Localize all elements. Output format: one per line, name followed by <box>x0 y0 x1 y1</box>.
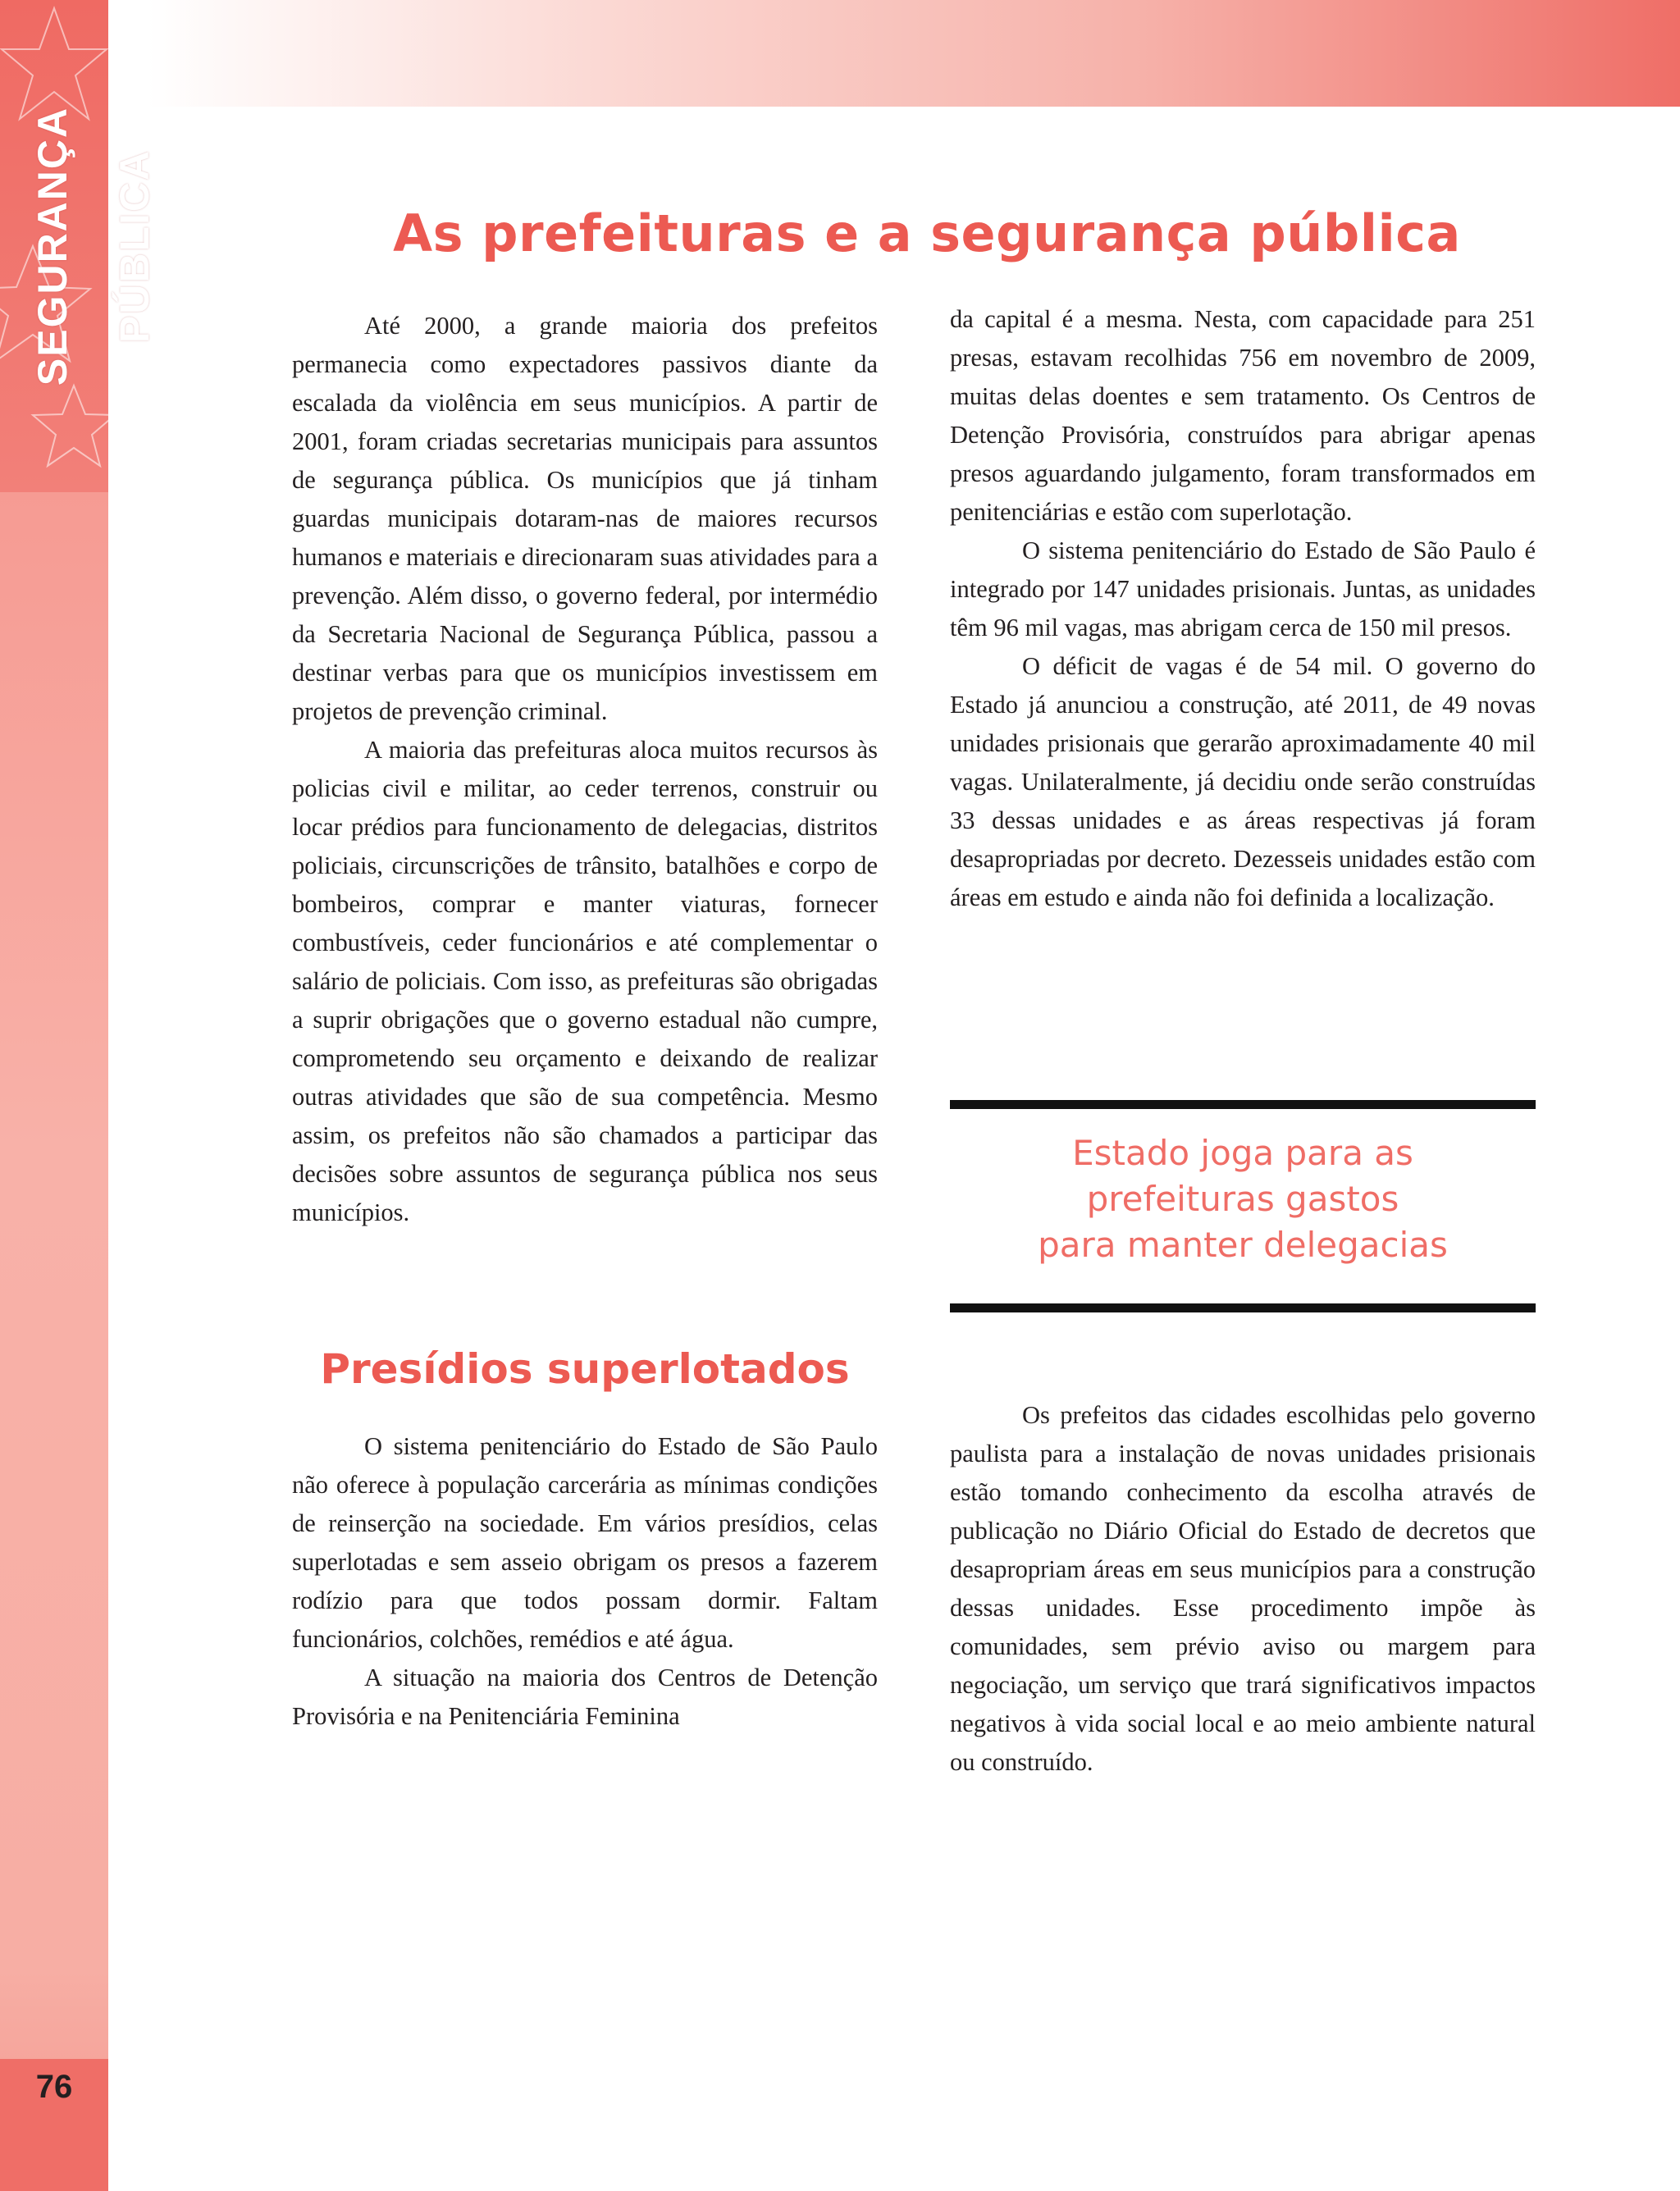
pullquote-line: Estado joga para as <box>1072 1133 1413 1173</box>
pullquote-line: prefeituras gastos <box>1086 1179 1399 1219</box>
paragraph: A situação na maioria dos Centros de Detenção Provisória e na Penitenciária Feminina <box>292 1664 878 1730</box>
subheading: Presídios superlotados <box>320 1345 850 1393</box>
paragraph: O sistema penitenciário do Estado de São Paulo não oferece à população carcerária as mínimas condições de reinserção na sociedade. Em vários presídios, celas superlotadas e sem asseio obrigam os presos a fazerem rodízio para que todos possam dormir. Faltam funcionários, colchões, remédios e até água. <box>292 1432 878 1653</box>
sidebar <box>0 0 158 2191</box>
paragraph: O sistema penitenciário do Estado de São Paulo é integrado por 147 unidades prisionais. Juntas, as unidades têm 96 mil vagas, mas abrigam cerca de 150 mil presos. <box>950 536 1536 641</box>
page-number: 76 <box>35 2069 73 2105</box>
pullquote <box>950 1130 1536 1268</box>
left-column-top <box>292 307 878 1232</box>
section-label: SEGURANÇA PÚBLICA <box>30 106 158 386</box>
pullquote-rule-top <box>950 1100 1536 1109</box>
article-title: As prefeituras e a segurança pública <box>393 203 1461 263</box>
paragraph-continuation: da capital é a mesma. Nesta, com capacidade para 251 presas, estavam recolhidas 756 em novembro de 2009, muitas delas doentes e sem tratamento. Os Centros de Detenção Provisória, construídos para abrigar apenas presos aguardando julgamento, foram transformados em penitenciárias e estão com superlotação. <box>950 305 1536 526</box>
right-column-top <box>950 300 1536 917</box>
paragraph: Os prefeitos das cidades escolhidas pelo governo paulista para a instalação de novas unidades prisionais estão tomando conhecimento da escolha através de publicação no Diário Oficial do Estado de decretos que desapropriam áreas em seus municípios para a construção dessas unidades. Esse procedimento impõe às comunidades, sem prévio aviso ou margem para negociação, um serviço que trará significativos impactos negativos à vida social local e ao meio ambiente natural ou construído. <box>950 1401 1536 1776</box>
left-column-bottom <box>292 1427 878 1736</box>
header-gradient-band <box>148 0 1680 107</box>
paragraph: A maioria das prefeituras aloca muitos recursos às policias civil e militar, ao ceder terrenos, construir ou locar prédios para funcionamento de delegacias, distritos policiais, circunscrições de trânsito, batalhões e corpo de bombeiros, comprar e manter viaturas, fornecer combustíveis, ceder funcionários e até complementar o salário de policiais. Com isso, as prefeituras são obrigadas a suprir obrigações que o governo estadual não cumpre, comprometendo seu orçamento e deixando de realizar outras atividades que são de sua competência. Mesmo assim, os prefeitos não são chamados a participar das decisões sobre assuntos de segurança pública nos seus municípios. <box>292 736 878 1226</box>
right-column-bottom <box>950 1396 1536 1782</box>
paragraph: Até 2000, a grande maioria dos prefeitos permanecia como expectadores passivos diante da escalada da violência em seus municípios. A partir de 2001, foram criadas secretarias municipais para assuntos de segurança pública. Os municípios que já tinham guardas municipais dotaram-nas de maiores recursos humanos e materiais e direcionaram suas atividades para a prevenção. Além disso, o governo federal, por intermédio da Secretaria Nacional de Segurança Pública, passou a destinar verbas para que os municípios investissem em projetos de prevenção criminal. <box>292 312 878 725</box>
pullquote-line: para manter delegacias <box>1038 1225 1448 1265</box>
pullquote-rule-bottom <box>950 1303 1536 1312</box>
paragraph: O déficit de vagas é de 54 mil. O governo do Estado já anunciou a construção, até 2011, de 49 novas unidades prisionais que gerarão aproximadamente 40 mil vagas. Unilateralmente, já decidiu onde serão construídas 33 dessas unidades e as áreas respectivas já foram desapropriadas por decreto. Dezesseis unidades estão com áreas em estudo e ainda não foi definida a localização. <box>950 652 1536 911</box>
